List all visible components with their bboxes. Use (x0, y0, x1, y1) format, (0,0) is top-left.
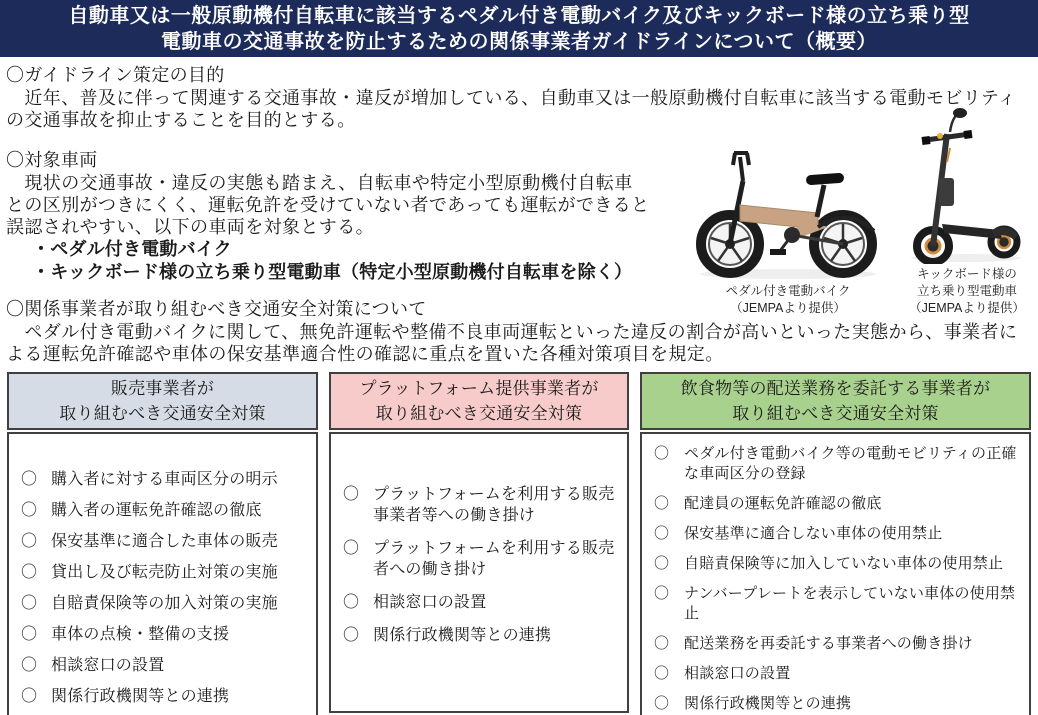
list-item-text: 配送業務を再委託する事業者への働き掛け (684, 635, 973, 652)
list-item-text: 相談窓口の設置 (51, 657, 165, 674)
box-platform-body (329, 432, 629, 713)
measure-boxes (7, 372, 1031, 713)
list-item (343, 625, 621, 646)
circle-bullet-icon: 〇 (343, 594, 360, 611)
section-measures-text-line1: ペダル付き電動バイクに関して、無免許運転や整備不良車両運転といった違反の割合が高いといった実態から、事業者に (6, 322, 1018, 342)
box-platform-providers (329, 372, 629, 713)
list-item-text: 相談窓口の設置 (684, 665, 791, 682)
list-item (21, 687, 310, 707)
caption-line: ペダル付き電動バイク (725, 283, 851, 298)
list-item-text: 保安基準に適合した車体の販売 (51, 533, 278, 550)
page-title-line2: 電動車の交通事故を防止するための関係事業者ガイドラインについて（概要） (161, 30, 877, 53)
list-item (654, 584, 1023, 624)
section-target-heading: 〇対象車両 (6, 150, 98, 170)
figure-pedal-ebike (690, 145, 886, 317)
list-item (343, 484, 621, 526)
section-target-text-line3: 誤認されやすい、以下の車両を対象とする。 (6, 217, 374, 237)
list-item-text: 購入者の運転免許確認の徹底 (51, 502, 262, 519)
kickboard-scooter-caption (906, 266, 1028, 317)
list-item (21, 656, 310, 676)
list-item (654, 554, 1023, 574)
list-item (654, 634, 1023, 654)
list-item-text: 購入者に対する車両区分の明示 (51, 471, 278, 488)
section-target-text-line1: 現状の交通事故・違反の実態も踏まえ、自転車や特定小型原動機付自転車 (6, 173, 633, 193)
page-title-line1: 自動車又は一般原動機付自転車に該当するペダル付き電動バイク及びキックボード様の立ち乗り型 (68, 4, 970, 27)
list-item-text: 貸出し及び転売防止対策の実施 (51, 564, 278, 581)
list-item-text: 関係行政機関等との連携 (373, 627, 552, 644)
box-sellers-title-line1: 販売事業者が (110, 378, 215, 398)
list-item (654, 524, 1023, 544)
section-purpose-text-line2: の交通事故を抑止することを目的とする。 (6, 110, 356, 130)
circle-bullet-icon: 〇 (654, 445, 670, 462)
circle-bullet-icon: 〇 (343, 627, 360, 644)
list-item-text: 自賠責保険等に加入していない車体の使用禁止 (684, 555, 1004, 572)
list-item-text: 関係行政機関等との連携 (51, 688, 230, 705)
list-item (654, 494, 1023, 514)
circle-bullet-icon: 〇 (21, 688, 38, 705)
section-target-vehicles (6, 149, 674, 284)
list-item (21, 563, 310, 583)
section-measures-heading: 〇関係事業者が取り組むべき交通安全対策について (6, 299, 427, 319)
list-item-text: 相談窓口の設置 (373, 594, 487, 611)
list-item (21, 501, 310, 521)
target-vehicle-bullet-bike: ・ペダル付き電動バイク (32, 239, 232, 259)
list-item (21, 594, 310, 614)
pedal-ebike-photo (690, 145, 886, 281)
section-purpose-heading: 〇ガイドライン策定の目的 (6, 65, 225, 85)
box-delivery-consigners (640, 372, 1031, 713)
box-delivery-title-line2: 取り組むべき交通安全対策 (732, 404, 939, 423)
caption-line: 立ち乗り型電動車 (916, 283, 1017, 298)
circle-bullet-icon: 〇 (343, 540, 360, 557)
list-item (343, 592, 621, 613)
circle-bullet-icon: 〇 (21, 564, 38, 581)
target-vehicle-bullet-kickboard: ・キックボード様の立ち乗り型電動車（特定小型原動機付自転車を除く） (32, 262, 633, 282)
circle-bullet-icon: 〇 (21, 657, 38, 674)
list-item-text: 配達員の運転免許確認の徹底 (684, 495, 882, 512)
list-item-text: 保安基準に適合しない車体の使用禁止 (684, 525, 943, 542)
section-measures-text-line2: よる運転免許確認や車体の保安基準適合性の確認に重点を置いた各種対策項目を規定。 (6, 344, 724, 364)
list-item (21, 470, 310, 490)
list-item (654, 444, 1023, 484)
list-item-text: プラットフォームを利用する販売者への働き掛け (373, 540, 615, 578)
list-item-text: プラットフォームを利用する販売事業者等への働き掛け (373, 486, 615, 524)
box-delivery-title-line1: 飲食物等の配送業務を委託する事業者が (680, 378, 991, 398)
caption-line: キックボード様の (917, 267, 1017, 281)
circle-bullet-icon: 〇 (654, 555, 670, 572)
list-item (654, 694, 1023, 714)
list-item-text: ナンバープレートを表示していない車体の使用禁止 (684, 585, 1016, 622)
list-item (21, 532, 310, 552)
box-platform-title-line1: プラットフォーム提供事業者が (359, 378, 599, 398)
box-platform-header (329, 372, 629, 430)
list-item (21, 625, 310, 645)
section-purpose-text-line1: 近年、普及に伴って関連する交通事故・違反が増加している、自動車又は一般原動機付自転車に該当する電動モビリティ (6, 88, 1017, 108)
section-target-text-line2: との区別がつきにくく、運転免許を受けていない者であっても運転ができると (6, 195, 650, 215)
list-item-text: 自賠責保険等の加入対策の実施 (51, 595, 278, 612)
circle-bullet-icon: 〇 (654, 695, 670, 712)
box-sellers (7, 372, 318, 713)
list-item-text: ペダル付き電動バイク等の電動モビリティの正確な車両区分の登録 (684, 445, 1017, 482)
list-item (343, 538, 621, 580)
vehicle-figures (690, 104, 1028, 317)
electric-bike-icon (690, 145, 886, 281)
box-sellers-header (7, 372, 318, 430)
circle-bullet-icon: 〇 (21, 595, 38, 612)
box-sellers-body (7, 432, 318, 715)
kickboard-scooter-photo (906, 104, 1028, 264)
list-item (654, 664, 1023, 684)
circle-bullet-icon: 〇 (654, 495, 670, 512)
caption-credit: （JEMPAより提供） (730, 300, 846, 315)
circle-bullet-icon: 〇 (654, 585, 670, 602)
caption-credit: （JEMPAより提供） (909, 300, 1025, 315)
box-delivery-body (640, 432, 1031, 715)
list-item-text: 関係行政機関等との連携 (684, 695, 852, 712)
electric-scooter-icon (906, 104, 1028, 264)
box-platform-title-line2: 取り組むべき交通安全対策 (375, 404, 583, 423)
list-item-text: 車体の点検・整備の支援 (51, 626, 230, 643)
box-sellers-title-line2: 取り組むべき交通安全対策 (59, 404, 266, 423)
pedal-ebike-caption (690, 283, 886, 317)
circle-bullet-icon: 〇 (21, 471, 38, 488)
circle-bullet-icon: 〇 (21, 626, 38, 643)
box-delivery-header (640, 372, 1031, 430)
circle-bullet-icon: 〇 (654, 635, 670, 652)
circle-bullet-icon: 〇 (21, 502, 38, 519)
circle-bullet-icon: 〇 (343, 486, 360, 503)
circle-bullet-icon: 〇 (654, 525, 670, 542)
figure-kickboard-scooter (906, 104, 1028, 317)
title-banner (0, 0, 1038, 57)
circle-bullet-icon: 〇 (21, 533, 38, 550)
circle-bullet-icon: 〇 (654, 665, 670, 682)
